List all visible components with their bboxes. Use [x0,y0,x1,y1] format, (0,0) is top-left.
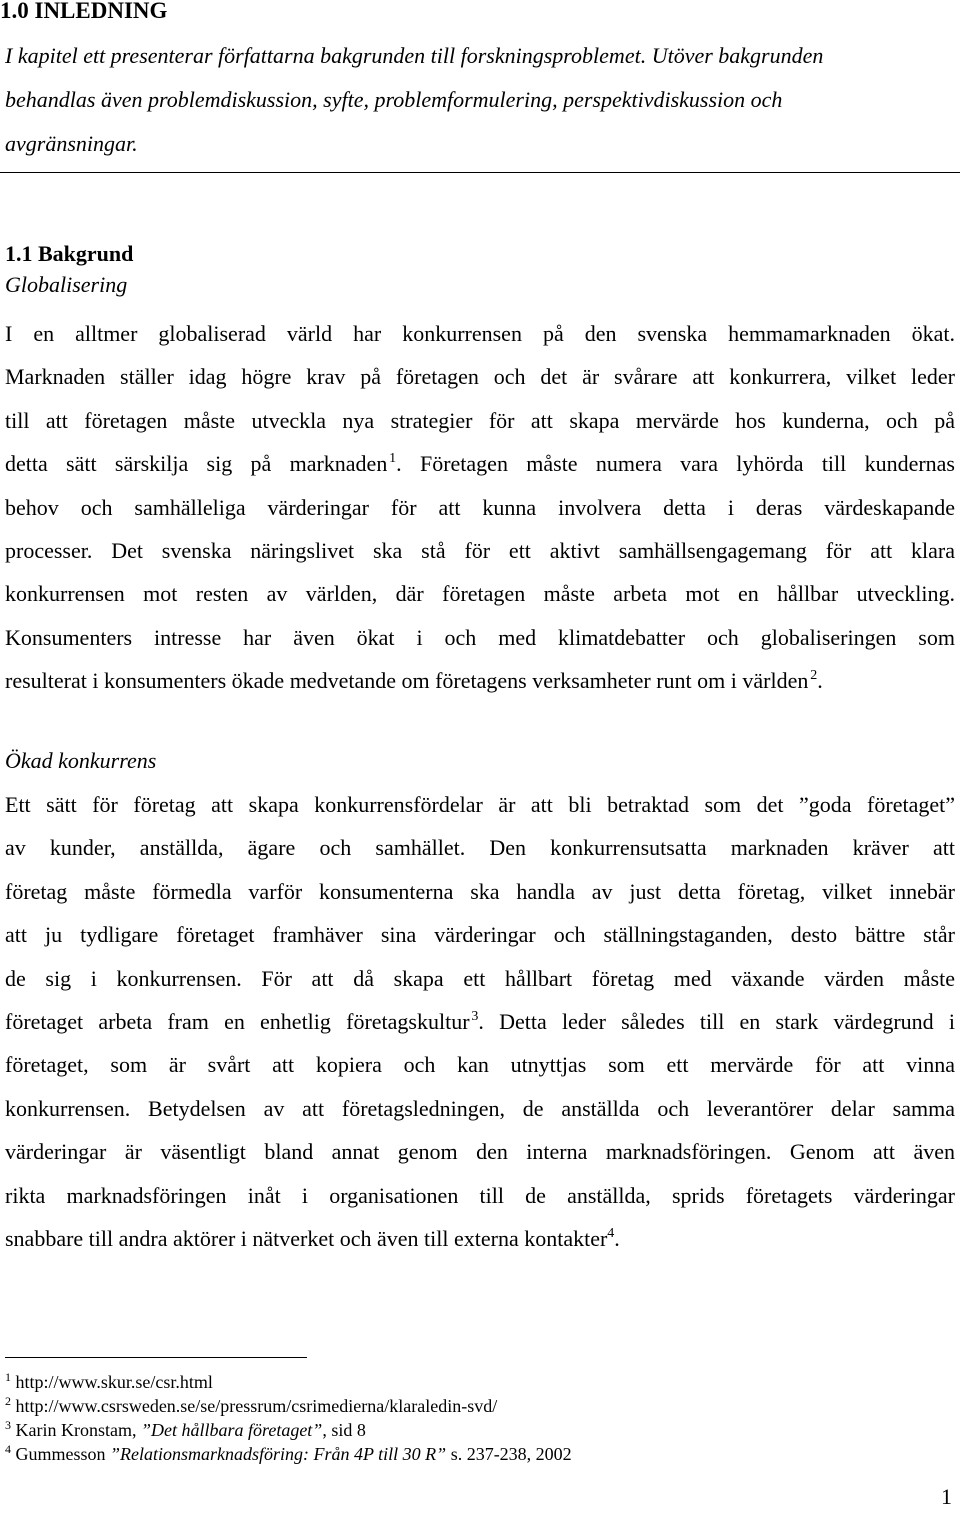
footnote-number: 2 [5,1394,11,1408]
paragraph-line: I en alltmer globaliserad värld har konkurrensen på den svenska hemmamarknaden ökat. [5,321,955,346]
paragraph-line: till att företagen måste utveckla nya strategier för att skapa mervärde hos kunderna, och på [5,407,955,433]
footnote-number: 4 [5,1442,11,1456]
paragraph-line: att ju tydligare företaget framhäver sina värderingar och ställningstaganden, desto bättre står [5,922,955,948]
footnote-ref: 3 [471,1009,479,1025]
paragraph-line: konkurrensen. Betydelsen av att företagsledningen, de anställda och leverantörer delar samma [5,1095,955,1121]
paragraph-line: av kunder, anställda, ägare och samhället. Den konkurrensutsatta marknaden kräver att [5,835,955,861]
paragraph-line: behov och samhälleliga värderingar för att kunna involvera detta i deras värdeskapande [5,494,955,520]
paragraph-line: de sig i konkurrensen. För att då skapa ett hållbart företag med växande värden måste [5,965,955,991]
paragraph-line: Ett sätt för företag att skapa konkurrensfördelar är att bli betraktad som det ”goda företaget” [5,792,955,817]
footnote [5,1370,572,1394]
paragraph-line: Marknaden ställer idag högre krav på företagen och det är svårare att konkurrera, vilket leder [5,364,955,390]
paragraph-line: detta sätt särskilja sig på marknaden $^1$. Företagen måste numera vara lyhörda till kundernas [5,451,955,477]
footnote [5,1394,572,1418]
paragraph-line: rikta marknadsföringen inåt i organisationen till de anställda, sprids företagets värderingar [5,1182,955,1208]
paragraph-line: snabbare till andra aktörer i nätverket och även till externa kontakter$^4$. [5,1226,620,1252]
footnote-book-title: ”Det hållbara företaget” [140,1420,323,1440]
section-heading: 1.1 Bakgrund [5,241,134,266]
intro-line: I kapitel ett presenterar författarna bakgrunden till forskningsproblemet. Utöver bakgrunden [5,43,824,68]
footnote-ref: 2 [810,668,818,684]
paragraph-line: resulterat i konsumenters ökade medvetande om företagens verksamheter runt om i världen $^2$. [5,668,823,694]
footnote-number: 3 [5,1418,11,1432]
footnote-book-title: ”Relationsmarknadsföring: Från 4P till 30 R” [110,1444,447,1464]
paragraph-line: företaget arbeta fram en enhetlig företagskultur $^3$. Detta leder således till en stark värdegrund i [5,1009,955,1035]
paragraph-line: värderingar är väsentligt bland annat genom den interna marknadsföringen. Genom att även [5,1139,955,1165]
paragraph-globalisering [5,312,955,703]
paragraph-line: företaget, som är svårt att kopiera och kan utnyttjas som ett mervärde för att vinna [5,1052,955,1078]
chapter-intro [5,34,950,166]
footnote-link[interactable]: http://www.csrsweden.se/se/pressrum/csrimedierna/klaraledin-svd/ [15,1396,498,1416]
section-divider [0,172,960,173]
paragraph-line: Konsumenters intresse har även ökat i och med klimatdebatter och globaliseringen som [5,624,955,650]
paragraph-line: företag måste förmedla varför konsumenterna ska handla av just detta företag, vilket innebär [5,878,955,904]
chapter-heading: 1.0 INLEDNING [0,0,168,23]
footnote-number: 1 [5,1370,11,1384]
footnotes [5,1370,572,1466]
subheading-okad-konkurrens: Ökad konkurrens [5,748,157,773]
footnote-ref: 1 [389,451,397,467]
paragraph-okad-konkurrens [5,783,955,1260]
paragraph-line: processer. Det svenska näringslivet ska stå för ett aktivt samhällsengagemang för att klara [5,538,955,564]
footnote-ref: 4 [607,1226,615,1242]
subheading-globalisering: Globalisering [5,272,128,297]
intro-line: behandlas även problemdiskussion, syfte, problemformulering, perspektivdiskussion och [5,87,783,112]
page-number: 1 [941,1484,952,1509]
paragraph-line: konkurrensen mot resten av världen, där företagen måste arbeta mot en hållbar utveckling. [5,581,955,607]
footnote: $^3$ Karin Kronstam, ”Det hållbara företaget”, sid 8 [5,1418,366,1440]
intro-line: avgränsningar. [5,131,138,156]
footnote-separator [5,1357,307,1358]
footnote-link[interactable]: http://www.skur.se/csr.html [15,1372,213,1392]
footnote: $^4$ Gummesson ”Relationsmarknadsföring: Från 4P till 30 R” s. 237-238, 2002 [5,1442,572,1464]
